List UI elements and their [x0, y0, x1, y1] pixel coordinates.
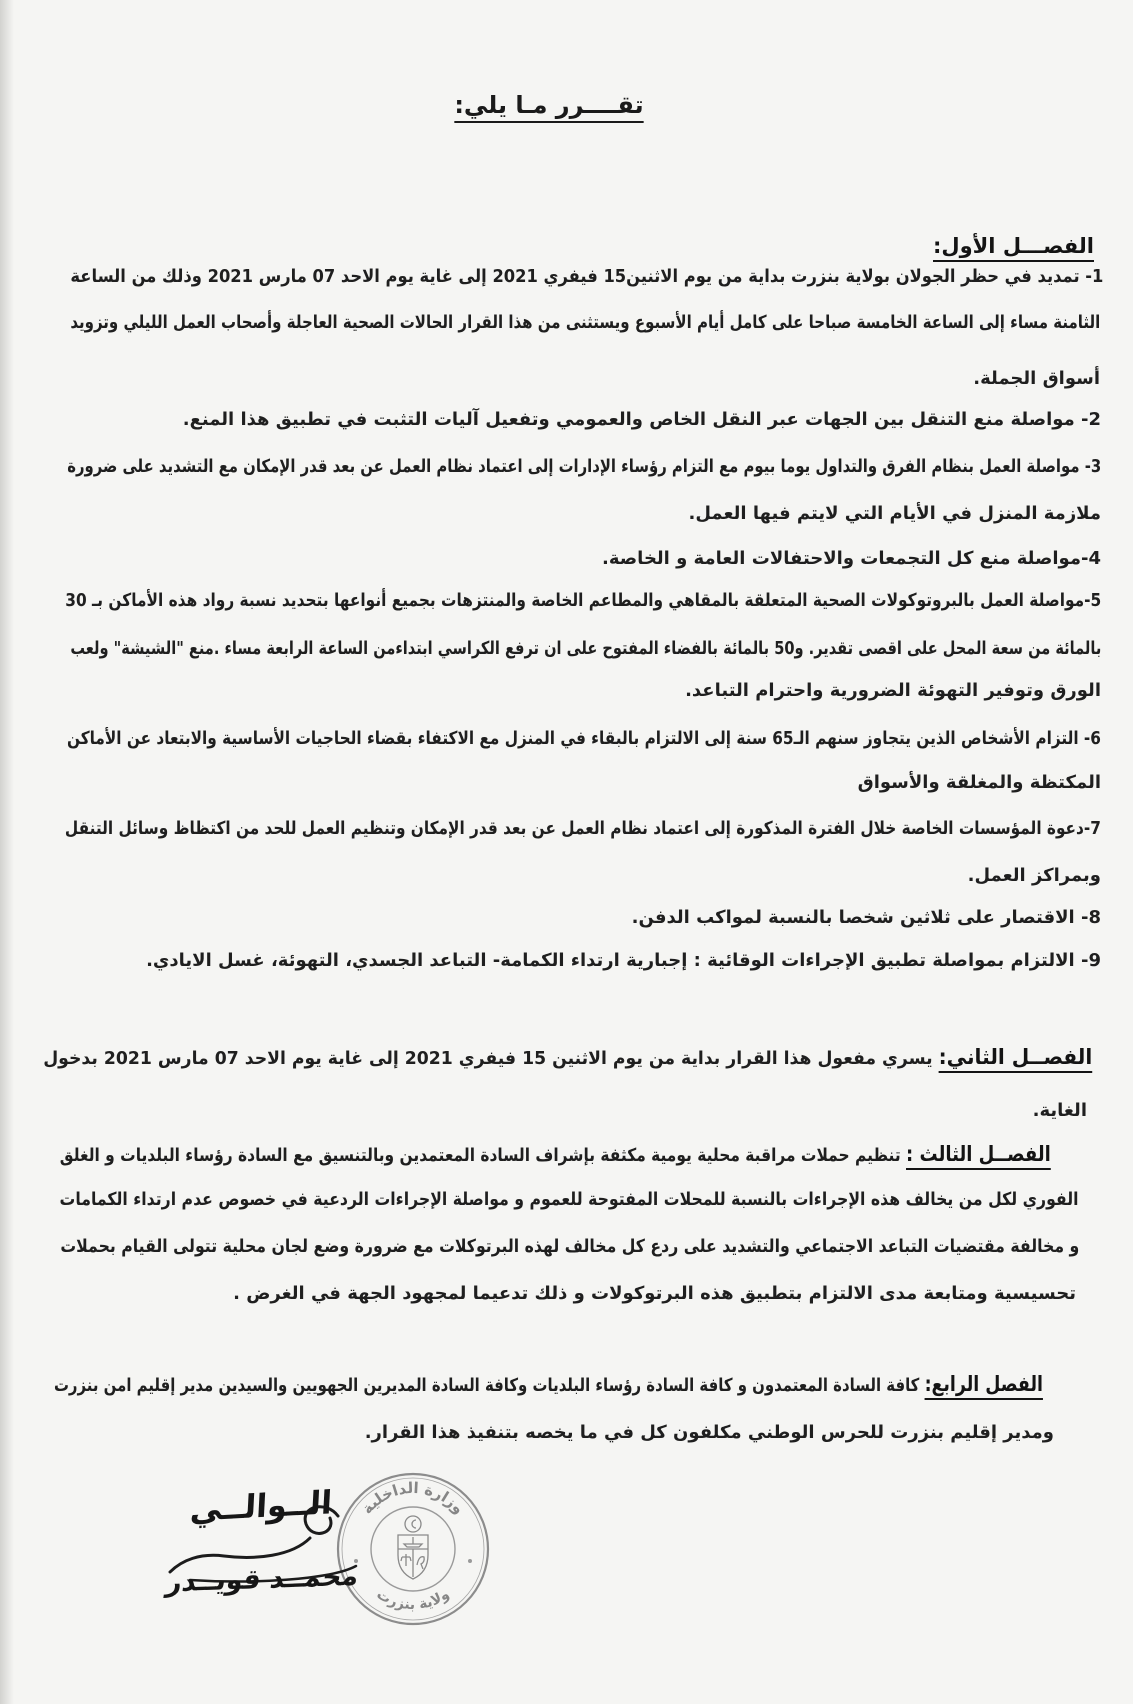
article-3-heading: الفصــل الثالث :: [906, 1142, 1051, 1166]
article-2-heading: الفصــل الثاني:: [938, 1045, 1092, 1069]
article-1-item-1-line-1: [70, 261, 1103, 293]
line-text: 1- تمديد في حظر الجولان بولاية بنزرت بداية من يوم الاثنين15 فيفري 2021 إلى غاية يوم الاحد 07 مارس 2021 وذلك من الساعة: [70, 266, 1103, 287]
stamp-bottom-text: ولاية بنزرت: [373, 1586, 453, 1614]
line-text: 7-دعوة المؤسسات الخاصة خلال الفترة المذكورة إلى اعتماد نظام العمل عن بعد قدر الإمكان وتنظيم العمل للحد من اكتظاظ وسائل التنقل: [65, 818, 1101, 839]
article-1-heading-row: [834, 230, 1094, 262]
article-3-line-2: [60, 1184, 1079, 1216]
article-1-item-8-line-1: [71, 902, 1101, 934]
article-1-item-7-line-2: [71, 860, 1101, 892]
article-1-item-5-line-1: [65, 585, 1101, 617]
line-text: 5-مواصلة العمل بالبروتوكولات الصحية المتعلقة بالمقاهي والمطاعم الخاصة والمنتزهات بجميع أنواعها بتحديد نسبة رواد هذه الأماكن بـ 30: [65, 590, 1101, 611]
article-3-text: تنظيم حملات مراقبة محلية يومية مكثفة بإشراف السادة المعتمدين وبالتنسيق مع السادة رؤساء البلديات و الغلق: [60, 1145, 901, 1166]
article-4-text: كافة السادة المعتمدون و كافة السادة رؤساء البلديات وكافة السادة المديرين الجهويين والسيدين مدير إقليم امن بنزرت: [54, 1375, 920, 1396]
article-2-line-2: [87, 1095, 1087, 1127]
article-2-line-1: [43, 1041, 1092, 1073]
article-1-item-3-line-2: [71, 498, 1101, 530]
line-text: الورق وتوفير التهوئة الضرورية واحترام التباعد.: [685, 680, 1101, 701]
article-2-text: يسري مفعول هذا القرار بداية من يوم الاثنين 15 فيفري 2021 إلى غاية يوم الاحد 07 مارس 2021 بدخول: [43, 1048, 933, 1069]
line-text: بالمائة من سعة المحل على اقصى تقدير. و50 بالمائة بالفضاء المفتوح على ان ترفع الكراسي ابتداءمن الساعة الرابعة مساء .منع "الشيشة" ولعب: [70, 638, 1101, 659]
line-text: أسواق الجملة.: [973, 368, 1100, 389]
article-1-item-1-line-2: [70, 307, 1100, 339]
article-4-line-2: [54, 1417, 1054, 1449]
line-text: ملازمة المنزل في الأيام التي لايتم فيها العمل.: [688, 503, 1101, 524]
scan-edge-shadow: [0, 0, 14, 1704]
article-3-line-3: [60, 1231, 1079, 1263]
stamp-top-text: وزارة الداخلية: [357, 1478, 469, 1518]
line-text: و مخالفة مقتضيات التباعد الاجتماعي والتشديد على ردع كل مخالف لهذه البرتوكلات مع ضرورة وضع لجان محلية تتولى القيام بحملات: [60, 1236, 1079, 1257]
article-1-item-5-line-2: [70, 633, 1101, 665]
line-text: المكتظة والمغلقة والأسواق: [857, 772, 1101, 793]
article-1-item-3-line-1: [67, 451, 1101, 483]
decree-title: تقــــرر مـا يلي:: [454, 91, 644, 119]
line-text: الغاية.: [1032, 1100, 1087, 1121]
signatory-title: الــوالــي: [189, 1483, 333, 1529]
article-1-item-6-line-1: [67, 723, 1101, 755]
article-1-item-2-line-1: [71, 404, 1101, 436]
line-text: ومدير إقليم بنزرت للحرس الوطني مكلفون كل في ما يخصه بتنفيذ هذا القرار.: [364, 1422, 1054, 1443]
line-text: 3- مواصلة العمل بنظام الفرق والتداول يوما بيوم مع التزام رؤساء الإدارات إلى اعتماد نظام العمل عن بعد قدر الإمكان مع التشديد على ضرورة: [67, 456, 1101, 477]
article-1-heading: الفصـــل الأول:: [933, 234, 1094, 258]
article-3-line-4: [76, 1278, 1076, 1310]
article-1-item-4-line-1: [71, 543, 1101, 575]
line-text: 2- مواصلة منع التنقل بين الجهات عبر النقل الخاص والعمومي وتفعيل آليات التثبت في تطبيق هذا المنع.: [182, 409, 1101, 430]
article-1-item-1-line-3: [70, 363, 1100, 395]
line-text: الثامنة مساء إلى الساعة الخامسة صباحا على كامل أيام الأسبوع ويستثنى من هذا القرار الحالات الصحية العاجلة وأصحاب العمل الليلي وتزويد: [70, 312, 1100, 333]
article-1-item-5-line-3: [71, 675, 1101, 707]
article-4-line-1: [54, 1368, 1043, 1400]
article-1-item-9-line-1: [71, 945, 1101, 977]
article-1-item-7-line-1: [65, 813, 1101, 845]
line-text: 4-مواصلة منع كل التجمعات والاحتفالات العامة و الخاصة.: [602, 548, 1101, 569]
line-text: تحسيسية ومتابعة مدى الالتزام بتطبيق هذه البرتوكولات و ذلك تدعيما لمجهود الجهة في الغرض .: [233, 1283, 1076, 1304]
article-3-line-1: [60, 1138, 1051, 1170]
signatory-name: محمــد قويــدر: [164, 1560, 361, 1599]
line-text: وبمراكز العمل.: [967, 865, 1101, 886]
article-4-heading: الفصل الرابع:: [924, 1372, 1043, 1396]
line-text: 8- الاقتصار على ثلاثين شخصا بالنسبة لمواكب الدفن.: [631, 907, 1101, 928]
article-1-item-6-line-2: [71, 767, 1101, 799]
coat-of-arms-icon: [398, 1516, 428, 1579]
line-text: الفوري لكل من يخالف هذه الإجراءات بالنسبة للمحلات المفتوحة للعموم و مواصلة الإجراءات الردعية في خصوص عدم ارتداء الكمامات: [60, 1189, 1079, 1210]
line-text: 9- الالتزام بمواصلة تطبيق الإجراءات الوقائية : إجبارية ارتداء الكمامة- التباعد الجسدي، التهوئة، غسل الايادي.: [146, 950, 1101, 971]
line-text: 6- التزام الأشخاص الذين يتجاوز سنهم الـ65 سنة إلى الالتزام بالبقاء في المنزل مع الاكتفاء بقضاء الحاجيات الأساسية والابتعاد عن الأماكن: [67, 728, 1101, 749]
